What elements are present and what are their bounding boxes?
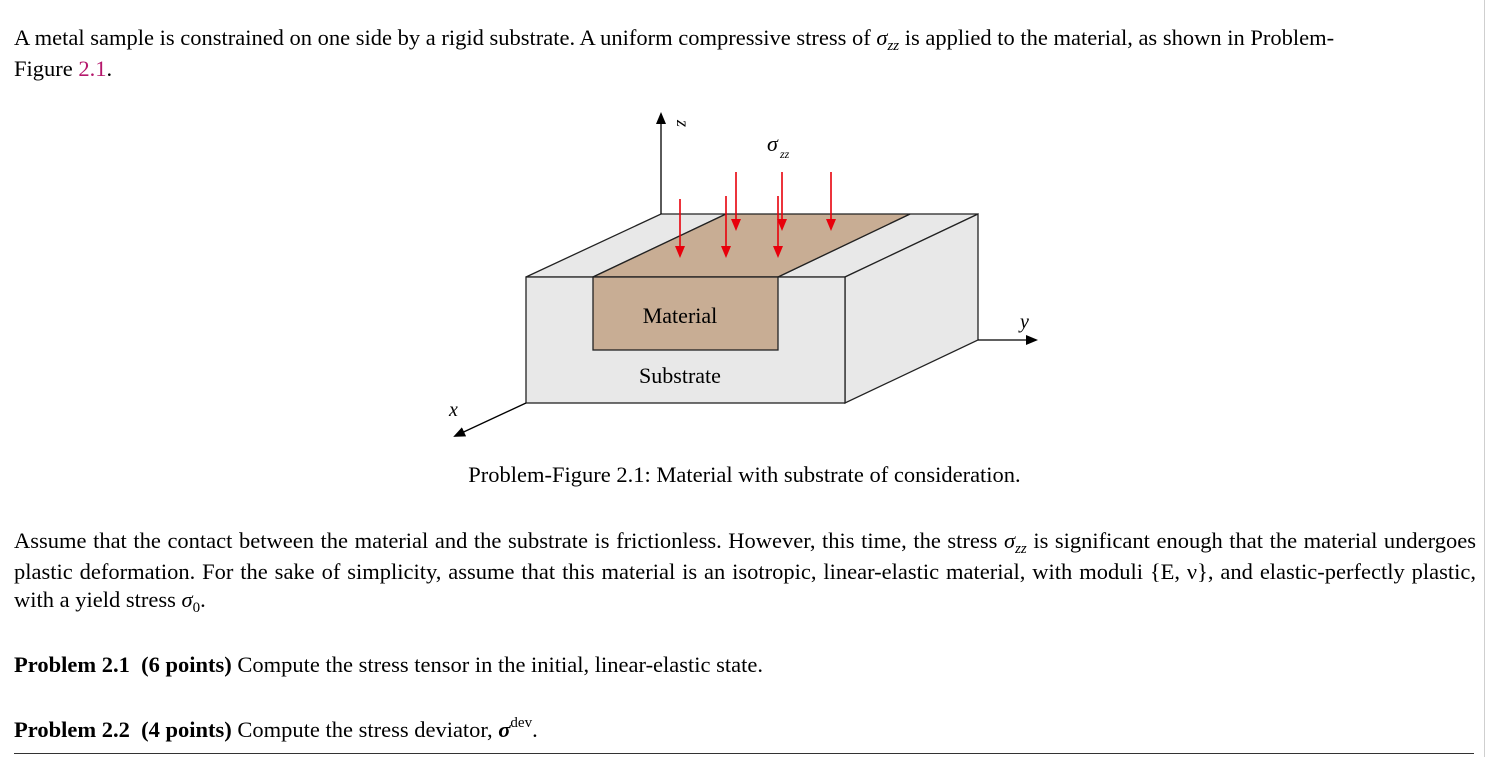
intro-paragraph xyxy=(14,24,1476,83)
problem-2-2 xyxy=(14,716,1476,747)
bottom-divider xyxy=(14,753,1474,754)
assume-period: . xyxy=(200,587,206,612)
yield-stress-sigma: σ xyxy=(181,587,193,612)
problem-text: Compute the stress tensor in the initial, linear-elastic state. xyxy=(231,652,764,677)
intro-period: . xyxy=(106,56,113,81)
stress-deviator-sup: dev xyxy=(510,715,533,731)
problem-label: Problem 2.1 xyxy=(14,652,130,677)
stress-deviator-symbol: σ xyxy=(498,717,511,742)
problem-period: . xyxy=(532,717,538,742)
x-axis-label: x xyxy=(449,399,458,421)
yield-stress-sub: 0 xyxy=(192,600,201,616)
assumption-paragraph xyxy=(14,527,1476,617)
assume-text-1: Assume that the contact between the material and the substrate is frictionless. However, this time, the stress xyxy=(14,528,1004,553)
y-axis-label: y xyxy=(1020,311,1029,333)
material-label: Material xyxy=(642,303,718,328)
intro-text-3: Figure xyxy=(14,56,79,81)
intro-text-1: A metal sample is constrained on one side by a rigid substrate. A uniform compressive stress of xyxy=(14,25,877,50)
x-axis xyxy=(455,403,526,436)
problem-points: (4 points) xyxy=(141,717,232,742)
sigma-zz-subscript: zz xyxy=(780,147,790,161)
assume-text-2: is significant enough that the material undergoes plastic deformation. For the sake of simplicity, assume that this material is an isotropic, linear-elastic material, with moduli {E, ν}, and elastic-perfectly plastic, with a yield stress xyxy=(14,528,1477,612)
problem-points: (6 points) xyxy=(141,652,232,677)
assume-sigma-sub: zz xyxy=(1015,541,1027,557)
z-axis-label: z xyxy=(673,120,693,128)
intro-text-2: is applied to the material, as shown in Problem- xyxy=(899,25,1335,50)
figure-caption: Problem-Figure 2.1: Material with substrate of consideration. xyxy=(468,462,1021,487)
assume-sigma: σ xyxy=(1003,528,1016,553)
sigma-zz-symbol: σ xyxy=(767,131,778,156)
problem-label: Problem 2.2 xyxy=(14,717,130,742)
intro-sigma: σ xyxy=(876,25,888,50)
problem-2-1 xyxy=(14,651,1476,679)
problem-text: Compute the stress deviator, xyxy=(231,717,499,742)
figure-reference-link[interactable]: 2.1 xyxy=(78,56,107,81)
substrate-label: Substrate xyxy=(639,363,721,388)
intro-sigma-sub: zz xyxy=(887,38,900,54)
material-substrate-figure xyxy=(0,95,1489,455)
